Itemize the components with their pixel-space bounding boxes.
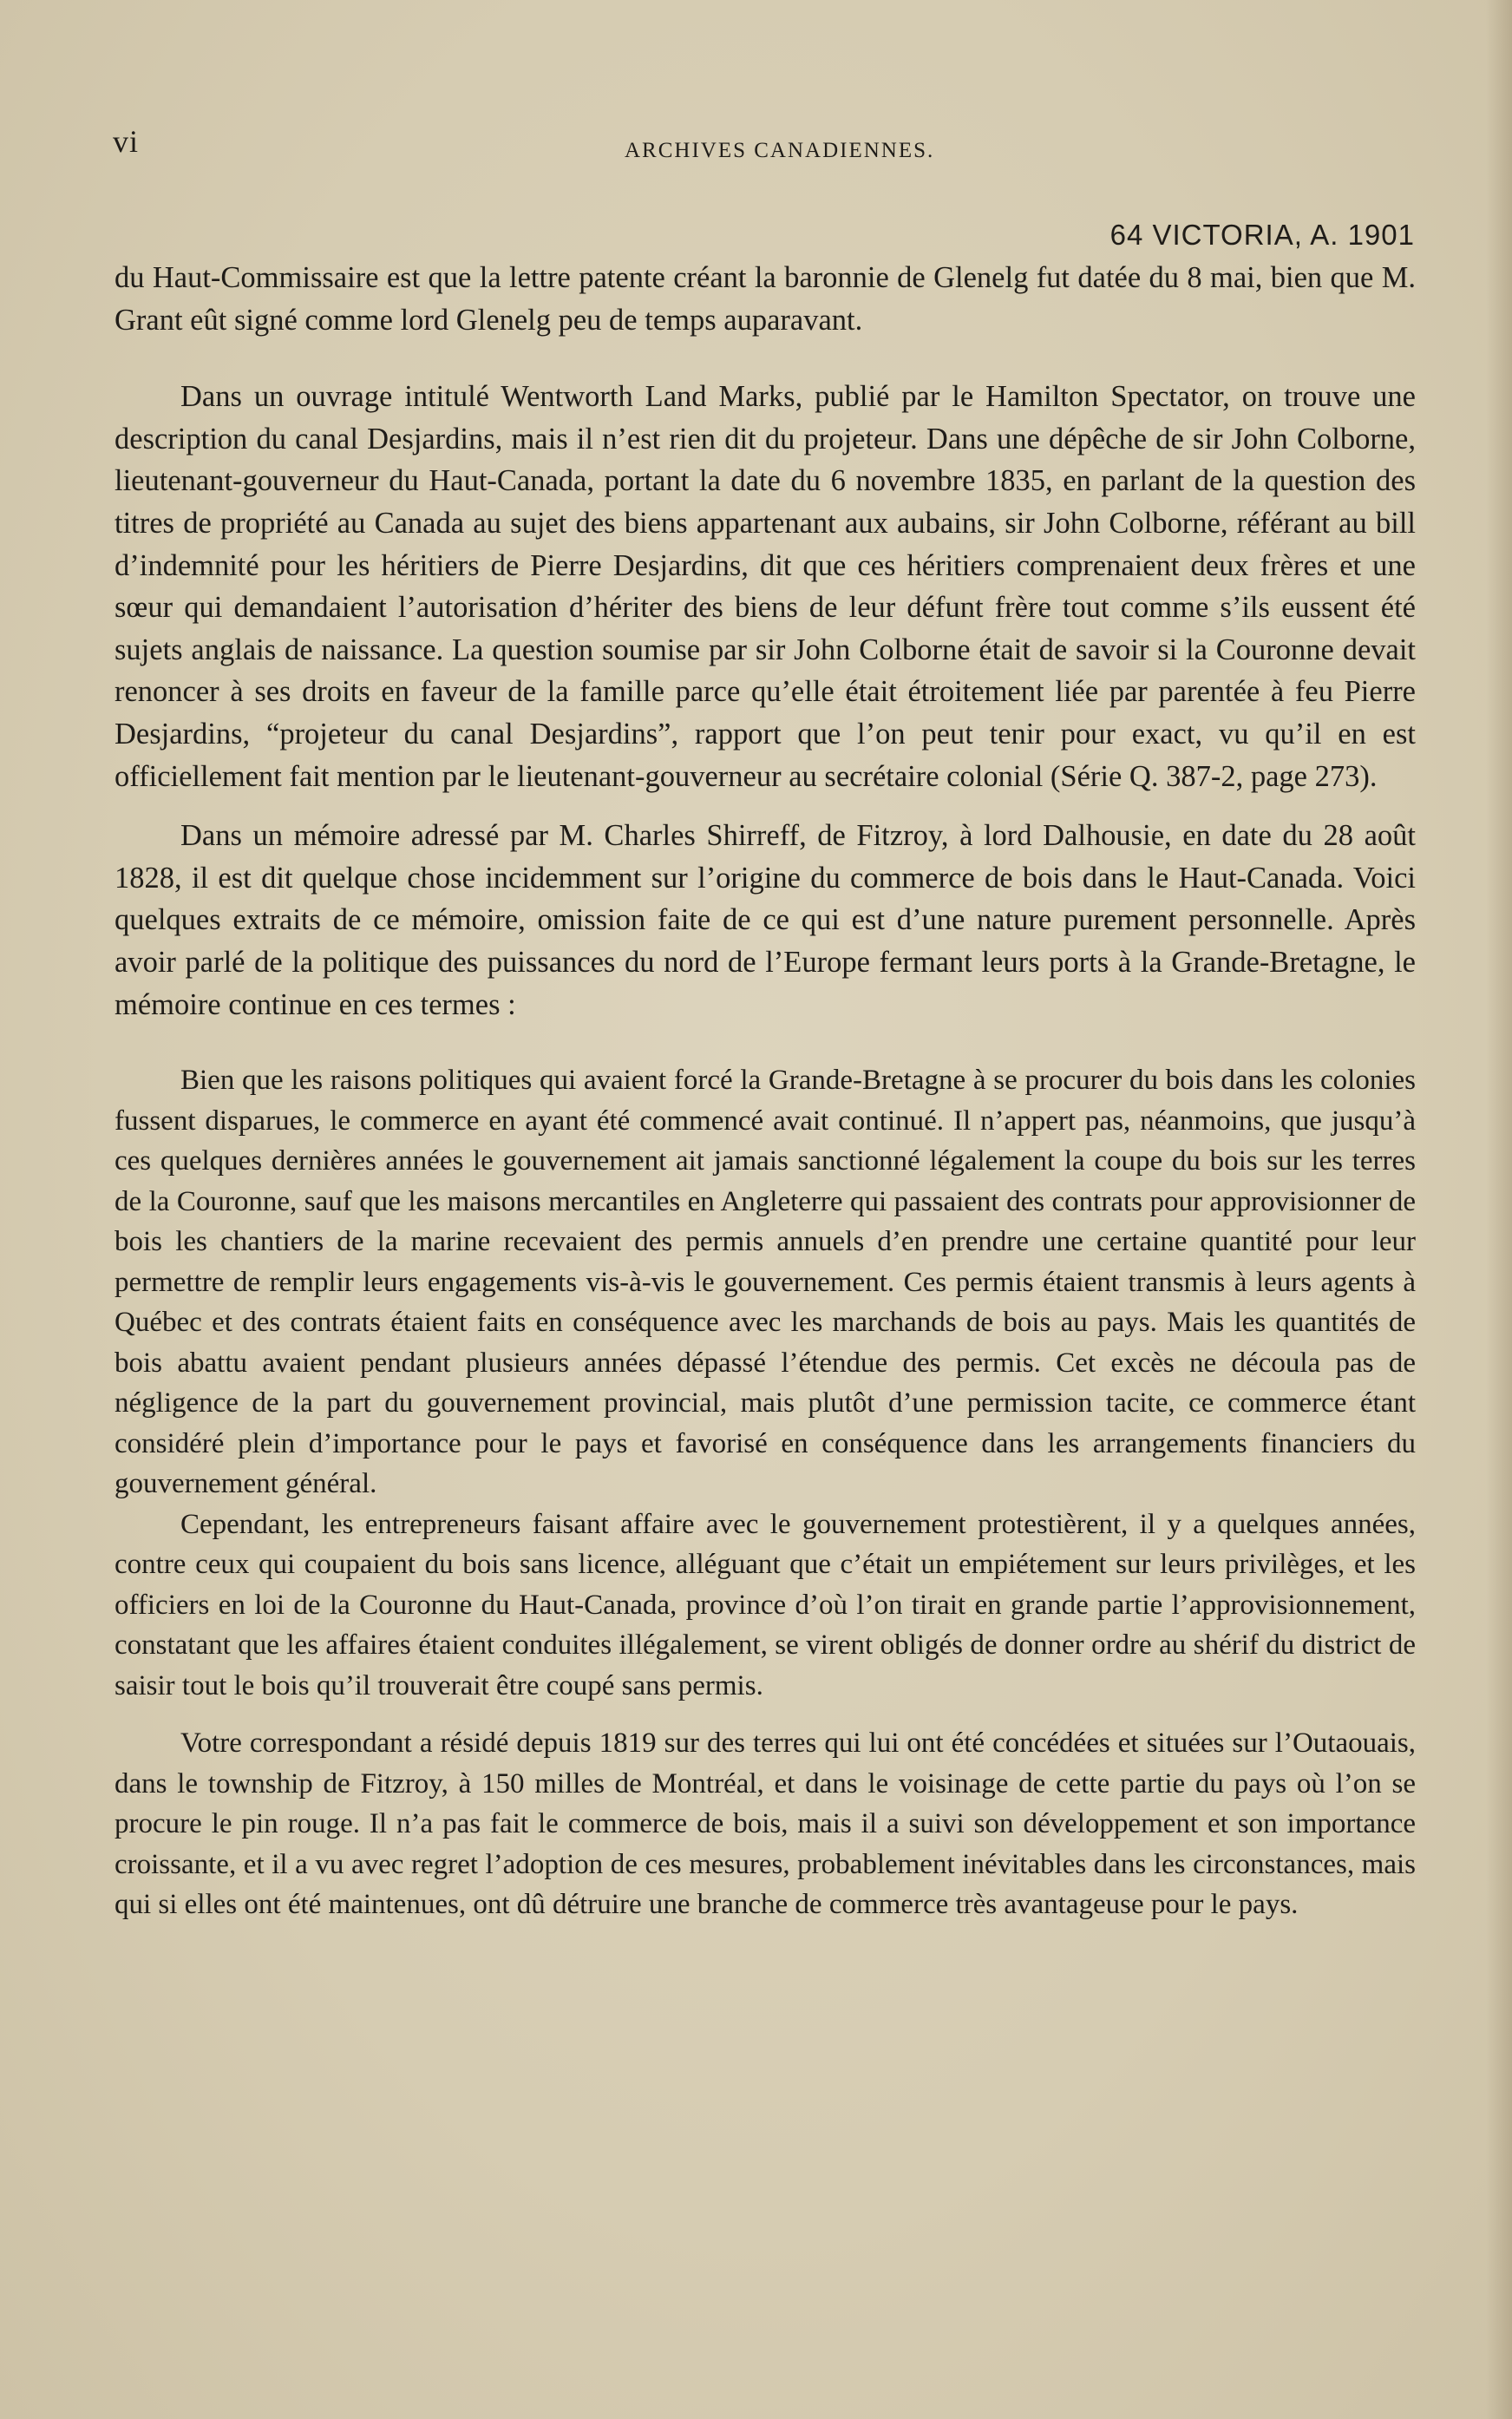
page-number: vi	[113, 124, 140, 159]
paragraph-1: du Haut-Commissaire est que la lettre patente créant la baronnie de Glenelg fut datée du 8 mai, bien que M. Grant eût signé comme lord Glenelg peu de temps auparavant.	[115, 261, 1416, 337]
quoted-paragraph-3: Votre correspondant a résidé depuis 1819 sur des terres qui lui ont été concédées et situées sur l’Outaouais, dans le township de Fitzroy, à 150 milles de Montréal, et dans le voisinage de cette partie du pays où l’on se procure le pin rouge. Il n’a pas fait le commerce de bois, mais il a suivi son développement et son importance croissante, et il a vu avec regret l’adoption de ces mesures, probablement inévitables dans les circonstances, mais qui si elles ont été maintenues, ont dû détruire une branche de commerce très avantageuse pour le pays.	[115, 1727, 1416, 1921]
paragraph-2: Dans un ouvrage intitulé Wentworth Land Marks, publié par le Hamilton Spectator, on trouve une description du canal Desjardins, mais il n’est rien dit du projeteur. Dans une dépêche de sir John Colborne, lieutenant-gouverneur du Haut-Canada, portant la date du 6 novembre 1835, en parlant de la question des titres de propriété au Canada au sujet des biens appartenant aux aubains, sir John Colborne, référant au bill d’indemnité pour les héritiers de Pierre Desjardins, dit que ces héritiers comprenaient deux frères et une sœur qui demandaient l’autorisation d’hériter des biens de leur défunt frère tout comme s’ils eussent été sujets anglais de naissance. La question soumise par sir John Colborne était de savoir si la Couronne devait renoncer à ses droits en faveur de la famille parce qu’elle était étroitement liée par parentée à feu Pierre Desjardins, “projeteur du canal Desjardins”, rapport que l’on peut tenir pour exact, vu qu’il en est officiellement fait mention par le lieutenant-gouverneur au secrétaire colonial (Série Q. 387-2, page 273).	[115, 380, 1416, 793]
quoted-paragraph-2: Cependant, les entrepreneurs faisant affaire avec le gouvernement protestièrent, il y a quelques années, contre ceux qui coupaient du bois sans licence, alléguant que c’était un empiétement sur leurs privilèges, et les officiers en loi de la Couronne du Haut-Canada, province d’où l’on tirait en grande partie l’approvisionnement, constatant que les affaires étaient conduites illégalement, se virent obligés de donner ordre au shérif du district de saisir tout le bois qu’il trouverait être coupé sans permis.	[115, 1508, 1416, 1701]
running-head: ARCHIVES CANADIENNES.	[625, 139, 935, 162]
session-label: 64 VICTORIA, A. 1901	[1109, 219, 1415, 251]
quoted-paragraph-1: Bien que les raisons politiques qui avaient forcé la Grande-Bretagne à se procurer du bois dans les colonies fussent disparues, le commerce en ayant été commencé avait continué. Il n’appert pas, néanmoins, que jusqu’à ces quelques dernières années le gouvernement ait jamais sanctionné légalement la coupe du bois sur les terres de la Couronne, sauf que les maisons mercantiles en Angleterre qui passaient des contrats pour approvisionner de bois les chantiers de la marine recevaient des permis annuels d’en prendre une certaine quantité pour leur permettre de remplir leurs engagements vis-à-vis le gouvernement. Ces permis étaient transmis à leurs agents à Québec et des contrats étaient faits en conséquence avec les marchands de bois au pays. Mais les quantités de bois abattu avaient pendant plusieurs années dépassé l’étendue des permis. Cet excès ne découla pas de négligence de la part du gouvernement provincial, mais plutôt d’une permission tacite, ce commerce étant considéré plein d’importance pour le pays et favorisé en conséquence dans les arrangements financiers du gouvernement général.	[115, 1065, 1416, 1500]
body-text	[115, 257, 1416, 1925]
paragraph-3: Dans un mémoire adressé par M. Charles Shirreff, de Fitzroy, à lord Dalhousie, en date du 28 août 1828, il est dit quelque chose incidemment sur l’origine du commerce de bois dans le Haut-Canada. Voici quelques extraits de ce mémoire, omission faite de ce qui est d’une nature purement personnelle. Après avoir parlé de la politique des puissances du nord de l’Europe fermant leurs ports à la Grande-Bretagne, le mémoire continue en ces termes :	[115, 819, 1416, 1021]
